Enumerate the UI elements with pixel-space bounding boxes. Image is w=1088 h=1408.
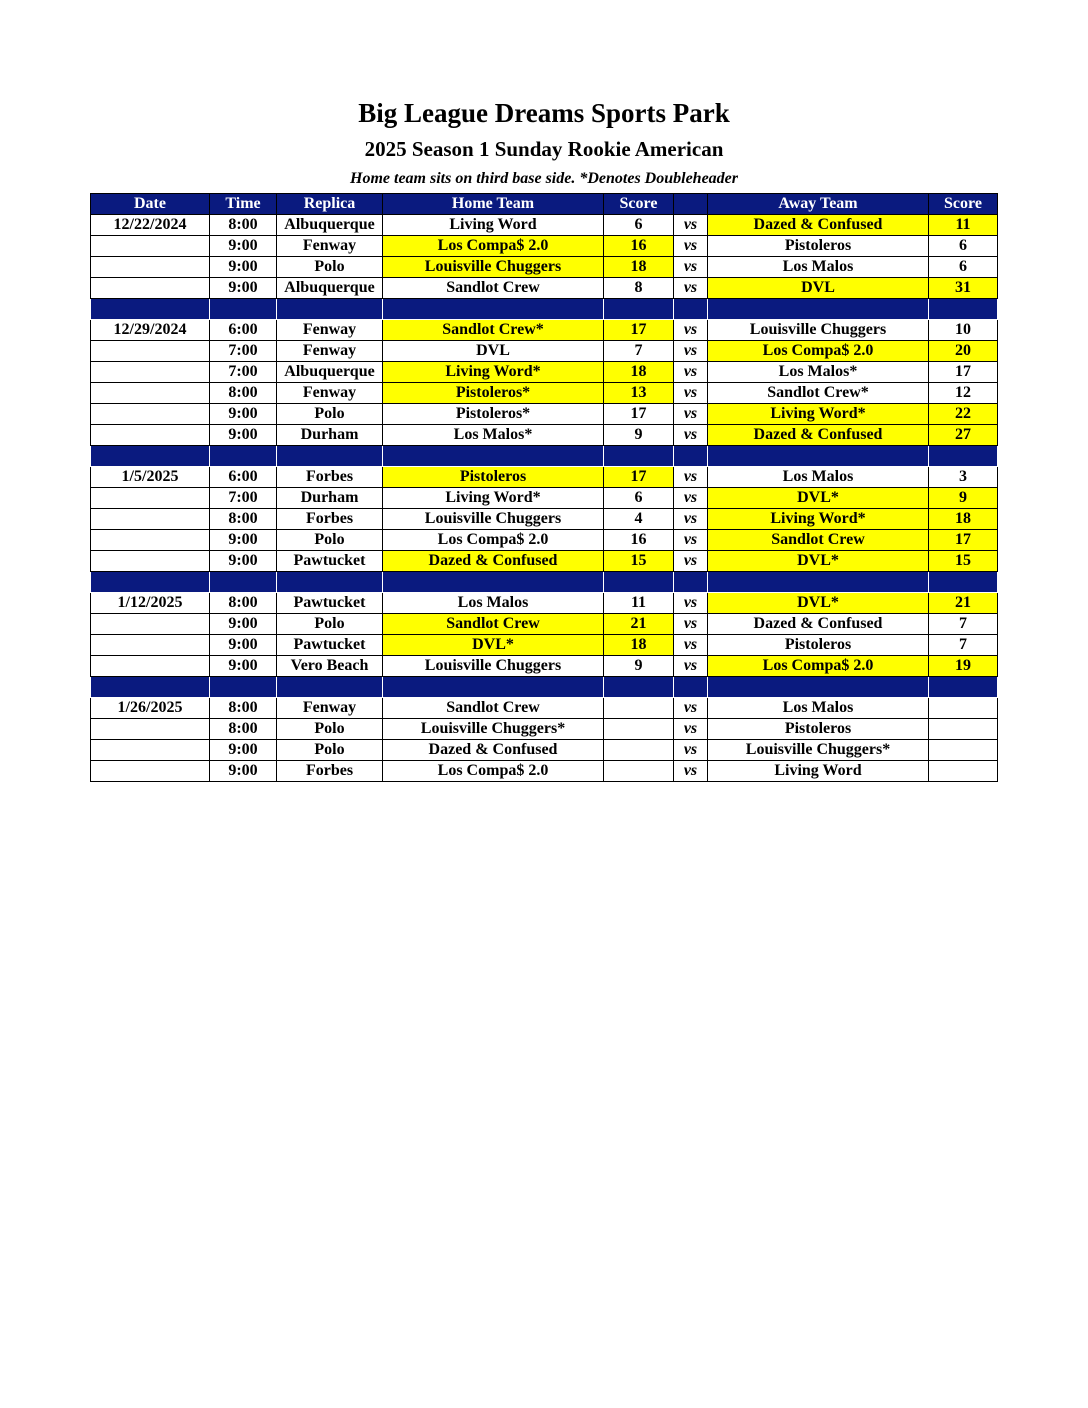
away-team-cell: Los Malos bbox=[708, 467, 929, 488]
date-cell bbox=[91, 635, 210, 656]
time-cell: 9:00 bbox=[210, 761, 277, 782]
away-team-cell: Louisville Chuggers bbox=[708, 320, 929, 341]
vs-cell: vs bbox=[674, 761, 708, 782]
game-row bbox=[91, 719, 998, 740]
replica-cell: Durham bbox=[277, 488, 383, 509]
week-separator-row bbox=[91, 446, 998, 467]
game-row bbox=[91, 236, 998, 257]
time-cell: 6:00 bbox=[210, 320, 277, 341]
separator-cell bbox=[383, 446, 604, 467]
home-team-cell: Living Word bbox=[383, 215, 604, 236]
date-cell bbox=[91, 362, 210, 383]
home-team-cell: Sandlot Crew bbox=[383, 278, 604, 299]
date-cell: 1/26/2025 bbox=[91, 698, 210, 719]
col-header-replica: Replica bbox=[277, 194, 383, 215]
away-team-cell: Sandlot Crew bbox=[708, 530, 929, 551]
away-score-cell: 20 bbox=[929, 341, 998, 362]
vs-cell: vs bbox=[674, 698, 708, 719]
replica-cell: Forbes bbox=[277, 467, 383, 488]
separator-cell bbox=[210, 446, 277, 467]
vs-cell: vs bbox=[674, 530, 708, 551]
away-team-cell: Los Compa$ 2.0 bbox=[708, 656, 929, 677]
home-score-cell: 9 bbox=[604, 425, 674, 446]
replica-cell: Vero Beach bbox=[277, 656, 383, 677]
replica-cell: Pawtucket bbox=[277, 593, 383, 614]
game-row bbox=[91, 656, 998, 677]
separator-cell bbox=[929, 446, 998, 467]
separator-cell bbox=[383, 299, 604, 320]
home-score-cell bbox=[604, 740, 674, 761]
vs-cell: vs bbox=[674, 635, 708, 656]
date-cell bbox=[91, 509, 210, 530]
vs-cell: vs bbox=[674, 719, 708, 740]
home-team-cell: Louisville Chuggers bbox=[383, 257, 604, 278]
game-row bbox=[91, 698, 998, 719]
time-cell: 9:00 bbox=[210, 404, 277, 425]
away-score-cell bbox=[929, 761, 998, 782]
separator-cell bbox=[604, 299, 674, 320]
separator-cell bbox=[604, 446, 674, 467]
date-cell bbox=[91, 488, 210, 509]
separator-cell bbox=[708, 677, 929, 698]
time-cell: 9:00 bbox=[210, 614, 277, 635]
date-cell bbox=[91, 551, 210, 572]
replica-cell: Fenway bbox=[277, 698, 383, 719]
away-team-cell: DVL* bbox=[708, 488, 929, 509]
separator-cell bbox=[674, 299, 708, 320]
vs-cell: vs bbox=[674, 236, 708, 257]
home-team-cell: Louisville Chuggers bbox=[383, 656, 604, 677]
game-row bbox=[91, 614, 998, 635]
replica-cell: Fenway bbox=[277, 236, 383, 257]
date-cell bbox=[91, 341, 210, 362]
away-score-cell: 19 bbox=[929, 656, 998, 677]
home-team-cell: DVL bbox=[383, 341, 604, 362]
time-cell: 9:00 bbox=[210, 425, 277, 446]
game-row bbox=[91, 530, 998, 551]
away-score-cell: 15 bbox=[929, 551, 998, 572]
replica-cell: Albuquerque bbox=[277, 278, 383, 299]
game-row bbox=[91, 257, 998, 278]
home-team-cell: Los Malos bbox=[383, 593, 604, 614]
separator-cell bbox=[91, 299, 210, 320]
home-score-cell: 17 bbox=[604, 320, 674, 341]
away-score-cell: 22 bbox=[929, 404, 998, 425]
game-row bbox=[91, 509, 998, 530]
date-cell bbox=[91, 383, 210, 404]
date-cell: 1/5/2025 bbox=[91, 467, 210, 488]
away-team-cell: Living Word* bbox=[708, 509, 929, 530]
time-cell: 8:00 bbox=[210, 698, 277, 719]
home-team-cell: DVL* bbox=[383, 635, 604, 656]
week-separator-row bbox=[91, 677, 998, 698]
home-score-cell: 17 bbox=[604, 467, 674, 488]
vs-cell: vs bbox=[674, 278, 708, 299]
vs-cell: vs bbox=[674, 467, 708, 488]
replica-cell: Polo bbox=[277, 740, 383, 761]
home-score-cell: 13 bbox=[604, 383, 674, 404]
vs-cell: vs bbox=[674, 656, 708, 677]
separator-cell bbox=[604, 677, 674, 698]
away-team-cell: Dazed & Confused bbox=[708, 614, 929, 635]
replica-cell: Albuquerque bbox=[277, 215, 383, 236]
date-cell bbox=[91, 257, 210, 278]
home-score-cell: 16 bbox=[604, 236, 674, 257]
away-team-cell: Pistoleros bbox=[708, 635, 929, 656]
vs-cell: vs bbox=[674, 320, 708, 341]
away-team-cell: Louisville Chuggers* bbox=[708, 740, 929, 761]
date-cell bbox=[91, 530, 210, 551]
away-score-cell: 6 bbox=[929, 257, 998, 278]
time-cell: 8:00 bbox=[210, 593, 277, 614]
home-team-cell: Sandlot Crew* bbox=[383, 320, 604, 341]
time-cell: 7:00 bbox=[210, 362, 277, 383]
date-cell: 12/22/2024 bbox=[91, 215, 210, 236]
home-team-cell: Los Compa$ 2.0 bbox=[383, 236, 604, 257]
separator-cell bbox=[708, 572, 929, 593]
vs-cell: vs bbox=[674, 551, 708, 572]
away-team-cell: Dazed & Confused bbox=[708, 215, 929, 236]
replica-cell: Polo bbox=[277, 257, 383, 278]
away-team-cell: Living Word* bbox=[708, 404, 929, 425]
away-team-cell: Los Malos* bbox=[708, 362, 929, 383]
away-team-cell: DVL* bbox=[708, 593, 929, 614]
game-row bbox=[91, 425, 998, 446]
schedule-table bbox=[90, 193, 998, 782]
time-cell: 9:00 bbox=[210, 257, 277, 278]
home-score-cell: 6 bbox=[604, 488, 674, 509]
away-score-cell: 9 bbox=[929, 488, 998, 509]
game-row bbox=[91, 341, 998, 362]
separator-cell bbox=[210, 677, 277, 698]
away-score-cell: 6 bbox=[929, 236, 998, 257]
time-cell: 9:00 bbox=[210, 635, 277, 656]
home-team-cell: Living Word* bbox=[383, 362, 604, 383]
home-score-cell: 21 bbox=[604, 614, 674, 635]
home-score-cell: 7 bbox=[604, 341, 674, 362]
game-row bbox=[91, 215, 998, 236]
home-team-cell: Pistoleros* bbox=[383, 404, 604, 425]
date-cell: 1/12/2025 bbox=[91, 593, 210, 614]
home-team-cell: Living Word* bbox=[383, 488, 604, 509]
vs-cell: vs bbox=[674, 614, 708, 635]
home-score-cell: 16 bbox=[604, 530, 674, 551]
separator-cell bbox=[277, 446, 383, 467]
vs-cell: vs bbox=[674, 509, 708, 530]
vs-cell: vs bbox=[674, 341, 708, 362]
away-score-cell bbox=[929, 719, 998, 740]
time-cell: 9:00 bbox=[210, 740, 277, 761]
replica-cell: Polo bbox=[277, 719, 383, 740]
home-team-cell: Louisville Chuggers* bbox=[383, 719, 604, 740]
game-row bbox=[91, 278, 998, 299]
home-score-cell: 17 bbox=[604, 404, 674, 425]
date-cell: 12/29/2024 bbox=[91, 320, 210, 341]
replica-cell: Polo bbox=[277, 614, 383, 635]
home-team-cell: Dazed & Confused bbox=[383, 551, 604, 572]
time-cell: 9:00 bbox=[210, 278, 277, 299]
date-cell bbox=[91, 278, 210, 299]
game-row bbox=[91, 635, 998, 656]
home-team-cell: Pistoleros* bbox=[383, 383, 604, 404]
home-score-cell: 8 bbox=[604, 278, 674, 299]
separator-cell bbox=[674, 677, 708, 698]
game-row bbox=[91, 740, 998, 761]
away-score-cell: 17 bbox=[929, 530, 998, 551]
home-team-cell: Los Compa$ 2.0 bbox=[383, 761, 604, 782]
away-score-cell: 10 bbox=[929, 320, 998, 341]
time-cell: 9:00 bbox=[210, 551, 277, 572]
vs-cell: vs bbox=[674, 215, 708, 236]
home-score-cell bbox=[604, 719, 674, 740]
away-score-cell: 17 bbox=[929, 362, 998, 383]
replica-cell: Polo bbox=[277, 404, 383, 425]
vs-cell: vs bbox=[674, 488, 708, 509]
date-cell bbox=[91, 761, 210, 782]
separator-cell bbox=[91, 446, 210, 467]
away-score-cell: 7 bbox=[929, 614, 998, 635]
vs-cell: vs bbox=[674, 740, 708, 761]
time-cell: 7:00 bbox=[210, 488, 277, 509]
replica-cell: Fenway bbox=[277, 320, 383, 341]
date-cell bbox=[91, 656, 210, 677]
replica-cell: Fenway bbox=[277, 341, 383, 362]
home-score-cell: 9 bbox=[604, 656, 674, 677]
replica-cell: Fenway bbox=[277, 383, 383, 404]
away-score-cell: 7 bbox=[929, 635, 998, 656]
home-team-cell: Los Compa$ 2.0 bbox=[383, 530, 604, 551]
schedule-note: Home team sits on third base side. *Denotes Doubleheader bbox=[350, 170, 738, 187]
col-header-away-score: Score bbox=[929, 194, 998, 215]
col-header-vs bbox=[674, 194, 708, 215]
away-score-cell: 3 bbox=[929, 467, 998, 488]
game-row bbox=[91, 383, 998, 404]
date-cell bbox=[91, 614, 210, 635]
vs-cell: vs bbox=[674, 257, 708, 278]
home-team-cell: Louisville Chuggers bbox=[383, 509, 604, 530]
separator-cell bbox=[91, 677, 210, 698]
home-score-cell bbox=[604, 761, 674, 782]
away-team-cell: DVL* bbox=[708, 551, 929, 572]
home-team-cell: Pistoleros bbox=[383, 467, 604, 488]
away-score-cell: 27 bbox=[929, 425, 998, 446]
replica-cell: Polo bbox=[277, 530, 383, 551]
time-cell: 9:00 bbox=[210, 530, 277, 551]
vs-cell: vs bbox=[674, 404, 708, 425]
separator-cell bbox=[383, 572, 604, 593]
replica-cell: Pawtucket bbox=[277, 551, 383, 572]
separator-cell bbox=[210, 299, 277, 320]
home-team-cell: Los Malos* bbox=[383, 425, 604, 446]
game-row bbox=[91, 593, 998, 614]
away-score-cell: 12 bbox=[929, 383, 998, 404]
col-header-home-score: Score bbox=[604, 194, 674, 215]
home-score-cell bbox=[604, 698, 674, 719]
away-team-cell: Pistoleros bbox=[708, 236, 929, 257]
game-row bbox=[91, 320, 998, 341]
vs-cell: vs bbox=[674, 593, 708, 614]
away-score-cell: 31 bbox=[929, 278, 998, 299]
home-score-cell: 6 bbox=[604, 215, 674, 236]
time-cell: 6:00 bbox=[210, 467, 277, 488]
page-subtitle: 2025 Season 1 Sunday Rookie American bbox=[364, 137, 724, 161]
replica-cell: Durham bbox=[277, 425, 383, 446]
away-team-cell: Los Compa$ 2.0 bbox=[708, 341, 929, 362]
time-cell: 9:00 bbox=[210, 656, 277, 677]
game-row bbox=[91, 467, 998, 488]
separator-cell bbox=[277, 677, 383, 698]
replica-cell: Forbes bbox=[277, 761, 383, 782]
home-score-cell: 4 bbox=[604, 509, 674, 530]
replica-cell: Forbes bbox=[277, 509, 383, 530]
home-score-cell: 11 bbox=[604, 593, 674, 614]
game-row bbox=[91, 488, 998, 509]
away-team-cell: Sandlot Crew* bbox=[708, 383, 929, 404]
away-score-cell: 11 bbox=[929, 215, 998, 236]
date-cell bbox=[91, 404, 210, 425]
away-team-cell: Living Word bbox=[708, 761, 929, 782]
home-score-cell: 18 bbox=[604, 362, 674, 383]
game-row bbox=[91, 362, 998, 383]
home-score-cell: 15 bbox=[604, 551, 674, 572]
away-team-cell: Los Malos bbox=[708, 698, 929, 719]
home-team-cell: Dazed & Confused bbox=[383, 740, 604, 761]
time-cell: 8:00 bbox=[210, 215, 277, 236]
away-team-cell: Los Malos bbox=[708, 257, 929, 278]
game-row bbox=[91, 404, 998, 425]
vs-cell: vs bbox=[674, 425, 708, 446]
separator-cell bbox=[604, 572, 674, 593]
separator-cell bbox=[277, 299, 383, 320]
date-cell bbox=[91, 740, 210, 761]
separator-cell bbox=[91, 572, 210, 593]
schedule-body bbox=[91, 215, 998, 782]
home-team-cell: Sandlot Crew bbox=[383, 614, 604, 635]
replica-cell: Albuquerque bbox=[277, 362, 383, 383]
home-score-cell: 18 bbox=[604, 635, 674, 656]
away-team-cell: Pistoleros bbox=[708, 719, 929, 740]
time-cell: 7:00 bbox=[210, 341, 277, 362]
separator-cell bbox=[210, 572, 277, 593]
game-row bbox=[91, 551, 998, 572]
separator-cell bbox=[708, 299, 929, 320]
time-cell: 8:00 bbox=[210, 383, 277, 404]
page-title: Big League Dreams Sports Park bbox=[358, 98, 730, 128]
away-score-cell bbox=[929, 698, 998, 719]
separator-cell bbox=[674, 446, 708, 467]
time-cell: 9:00 bbox=[210, 236, 277, 257]
col-header-home-team: Home Team bbox=[383, 194, 604, 215]
week-separator-row bbox=[91, 299, 998, 320]
away-score-cell bbox=[929, 740, 998, 761]
header-row bbox=[91, 194, 998, 215]
week-separator-row bbox=[91, 572, 998, 593]
separator-cell bbox=[674, 572, 708, 593]
vs-cell: vs bbox=[674, 362, 708, 383]
separator-cell bbox=[708, 446, 929, 467]
date-cell bbox=[91, 236, 210, 257]
away-team-cell: Dazed & Confused bbox=[708, 425, 929, 446]
time-cell: 8:00 bbox=[210, 509, 277, 530]
separator-cell bbox=[383, 677, 604, 698]
vs-cell: vs bbox=[674, 383, 708, 404]
col-header-time: Time bbox=[210, 194, 277, 215]
time-cell: 8:00 bbox=[210, 719, 277, 740]
date-cell bbox=[91, 425, 210, 446]
date-cell bbox=[91, 719, 210, 740]
away-score-cell: 21 bbox=[929, 593, 998, 614]
separator-cell bbox=[929, 572, 998, 593]
replica-cell: Pawtucket bbox=[277, 635, 383, 656]
col-header-away-team: Away Team bbox=[708, 194, 929, 215]
separator-cell bbox=[929, 677, 998, 698]
separator-cell bbox=[929, 299, 998, 320]
home-score-cell: 18 bbox=[604, 257, 674, 278]
away-score-cell: 18 bbox=[929, 509, 998, 530]
game-row bbox=[91, 761, 998, 782]
col-header-date: Date bbox=[91, 194, 210, 215]
away-team-cell: DVL bbox=[708, 278, 929, 299]
home-team-cell: Sandlot Crew bbox=[383, 698, 604, 719]
separator-cell bbox=[277, 572, 383, 593]
